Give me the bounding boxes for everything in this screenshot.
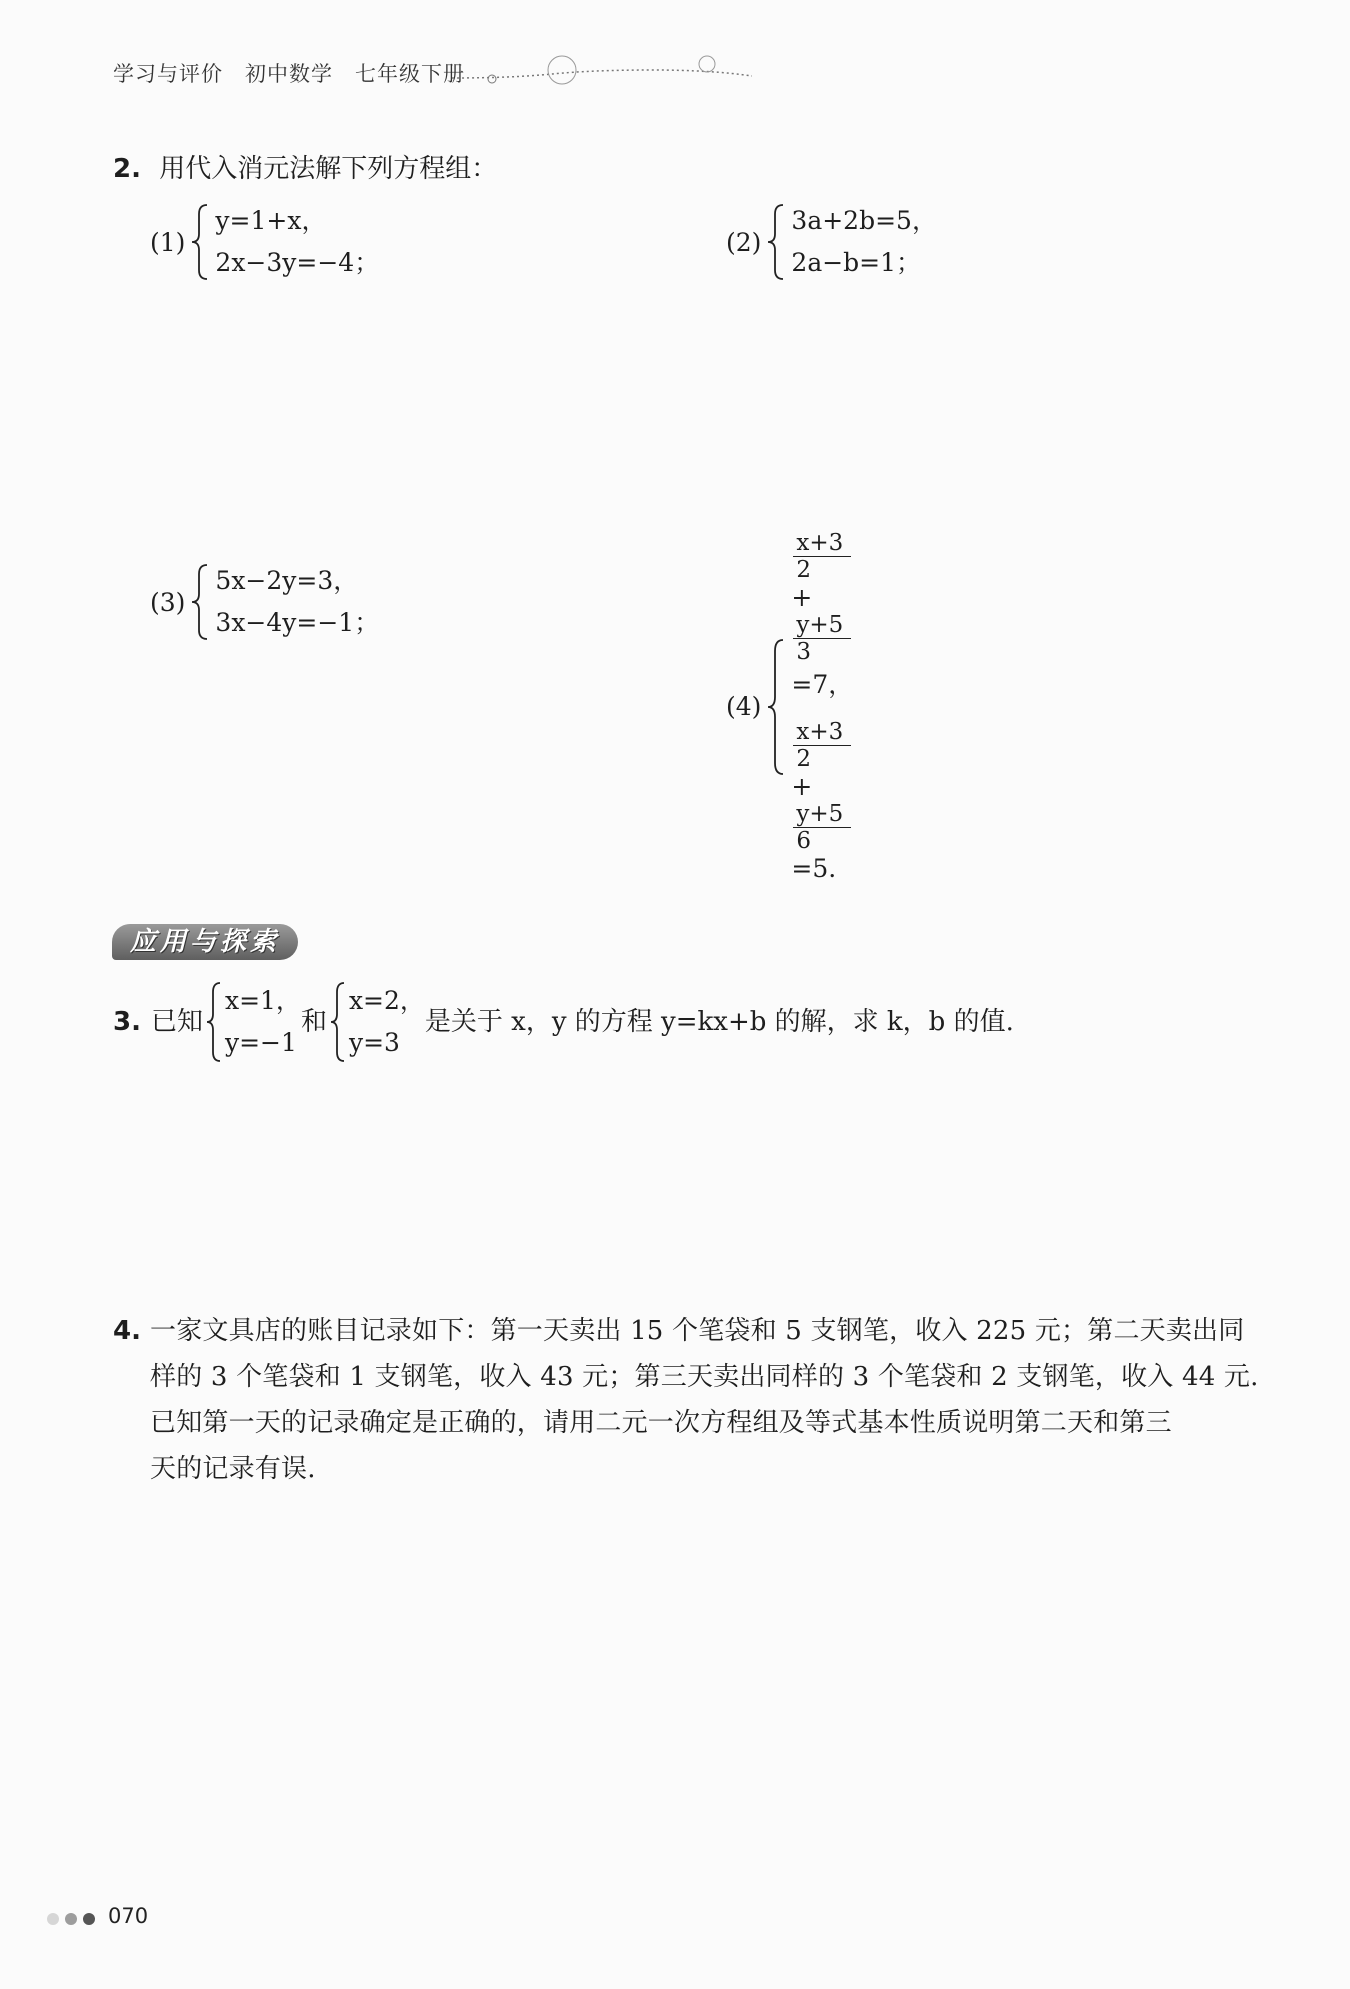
section-title: 应用与探索	[112, 924, 298, 960]
question-number: 4.	[113, 1316, 141, 1346]
sub-label: (1)	[150, 227, 186, 257]
denominator: 6	[796, 828, 812, 854]
operator: +	[791, 583, 813, 612]
question-2	[113, 146, 497, 192]
fraction	[793, 719, 851, 772]
equation-line-1: x=2，	[348, 986, 425, 1015]
right-hand-side: =7，	[791, 670, 854, 699]
sub-label: (4)	[726, 692, 762, 721]
numerator: x+3	[793, 530, 851, 557]
fraction	[793, 530, 851, 583]
left-brace-icon	[765, 202, 787, 282]
paragraph-line-3: 已知第一天的记录确定是正确的，请用二元一次方程组及等式基本性质说明第二天和第三	[150, 1408, 1172, 1438]
question-text-post: 是关于 x，y 的方程 y=kx+b 的解，求 k，b 的值.	[424, 1007, 1014, 1037]
equation-line-1: 3a+2b=5，	[791, 206, 937, 235]
fraction	[793, 801, 851, 854]
sub-label: (3)	[150, 587, 186, 617]
sub-label: (2)	[726, 227, 762, 257]
page-number: 070	[108, 1904, 149, 1928]
system-4	[726, 530, 853, 883]
denominator: 2	[796, 746, 812, 772]
denominator: 3	[796, 639, 812, 665]
left-brace-icon	[189, 202, 211, 282]
right-hand-side: =5.	[791, 854, 837, 883]
equation-line-1: 5x−2y=3，	[215, 566, 359, 595]
system-1	[150, 200, 379, 284]
equation-line-1: y=1+x，	[215, 206, 327, 235]
paragraph-line-1: 一家文具店的账目记录如下：第一天卖出 15 个笔袋和 5 支钢笔，收入 225 元；第二天卖出同	[150, 1316, 1245, 1346]
equation-line-2	[791, 719, 853, 883]
left-brace-icon	[189, 562, 211, 642]
question-4	[113, 1308, 1263, 1492]
question-text-mid: 和	[300, 1007, 327, 1037]
question-3	[113, 980, 1014, 1064]
question-number: 3.	[113, 1007, 141, 1037]
equation-line-2: y=−1	[224, 1028, 297, 1057]
running-header: 学习与评价 初中数学 七年级下册	[113, 62, 465, 86]
left-brace-icon	[329, 980, 347, 1064]
footer-dots-icon	[45, 1911, 105, 1927]
operator: +	[791, 772, 813, 801]
paragraph-line-4: 天的记录有误.	[150, 1454, 316, 1484]
question-number: 2.	[113, 154, 141, 184]
system-3	[150, 560, 379, 644]
paragraph-line-2: 样的 3 个笔袋和 1 支钢笔，收入 43 元；第三天卖出同样的 3 个笔袋和 2 支钢笔，收入 44 元.	[150, 1362, 1259, 1392]
equation-line-1	[791, 530, 853, 701]
equation-line-2: 2x−3y=−4；	[215, 248, 380, 277]
numerator: x+3	[793, 719, 851, 746]
header-decoration-icon	[452, 48, 752, 88]
left-brace-icon	[765, 637, 787, 777]
equation-line-2: y=3	[348, 1028, 400, 1057]
numerator: y+5	[793, 612, 851, 639]
denominator: 2	[796, 557, 812, 583]
question-text-pre: 已知	[150, 1007, 203, 1037]
fraction	[793, 612, 851, 665]
equation-line-2: 2a−b=1；	[791, 248, 922, 277]
equation-line-2: 3x−4y=−1；	[215, 608, 380, 637]
question-text: 用代入消元法解下列方程组：	[159, 154, 498, 184]
left-brace-icon	[205, 980, 223, 1064]
system-2	[726, 200, 937, 284]
equation-line-1: x=1，	[224, 986, 301, 1015]
numerator: y+5	[793, 801, 851, 828]
